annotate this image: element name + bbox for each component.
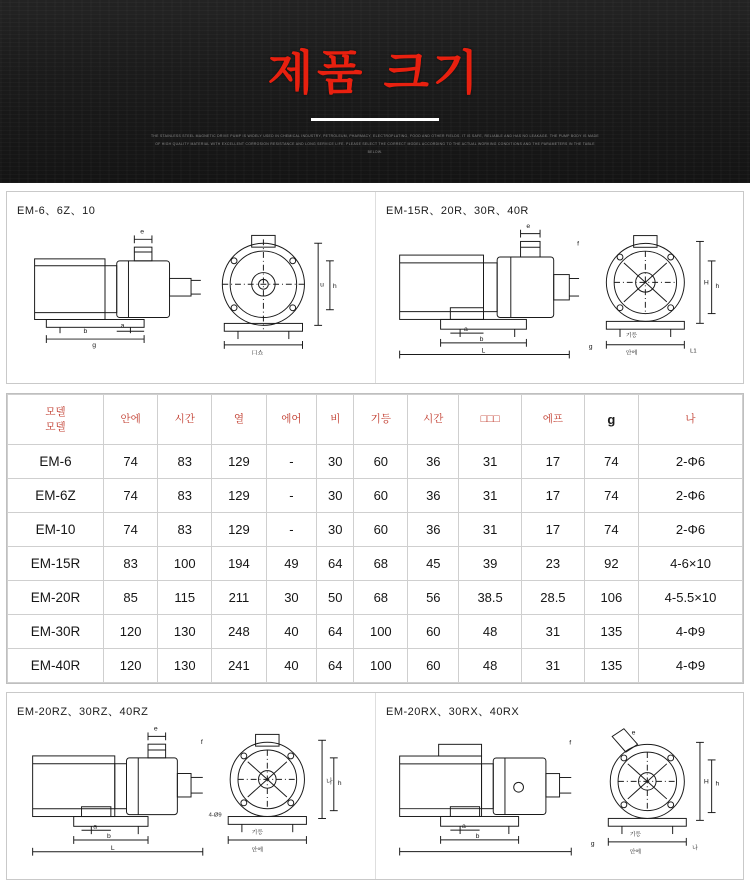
note-bottom: 안에 [629, 849, 642, 856]
cell-value: 241 [212, 649, 266, 683]
dim-letter-h: h [715, 780, 720, 788]
note-bottom: 안에 [251, 847, 263, 854]
cell-value: 30 [266, 581, 317, 615]
dim-letter-L1: L1 [690, 348, 697, 355]
drawing-em20rx [375, 693, 743, 879]
dim-letter-b: b [106, 833, 111, 841]
cell-value: 64 [317, 615, 354, 649]
header-col-8: □□□ [459, 395, 522, 445]
cell-model: EM-6Z [8, 479, 104, 513]
cell-value: 31 [522, 615, 585, 649]
header-col-4: 에어 [266, 395, 317, 445]
drawing-panel-top [6, 191, 744, 384]
header-col-7: 시간 [408, 395, 459, 445]
cell-value: 64 [317, 547, 354, 581]
table-row [8, 479, 743, 513]
header-col-6: 기등 [354, 395, 408, 445]
cell-value: 92 [584, 547, 638, 581]
table-row [8, 581, 743, 615]
table-row [8, 547, 743, 581]
dim-letter-h: h [337, 780, 342, 788]
cell-value: 48 [459, 615, 522, 649]
drawing-svg-em20rx [386, 721, 737, 871]
cell-value: 100 [354, 615, 408, 649]
dim-letter-a: a [462, 823, 466, 831]
cell-model: EM-6 [8, 445, 104, 479]
cell-value: 83 [158, 445, 212, 479]
drawing-label-em20rz: EM-20RZ、30RZ、40RZ [17, 706, 149, 718]
cell-value: 68 [354, 547, 408, 581]
spec-table-body [8, 445, 743, 683]
note-hole: 4-Ø9 [208, 812, 222, 819]
cell-value: - [266, 445, 317, 479]
drawing-svg-em20rz [17, 721, 369, 871]
cell-value: 135 [584, 649, 638, 683]
dim-letter-L: L [481, 347, 486, 355]
banner-fineprint: THE STAINLESS STEEL MAGNETIC DRIVE PUMP IS WIDELY USED IN CHEMICAL INDUSTRY, PETROLEUM, PHARMACY, ELECTROPLATING, FOOD AND OTHER FIELDS. IT IS SAFE, RELIABLE AND HAS NO LEAKAGE. THE PUMP BODY IS MADE OF HIGH QUALITY MATERIAL WITH EXCELLENT CORROSION RESISTANCE AND LONG SERVICE LIFE. PLEASE SELECT THE CORRECT MODEL ACCORDING TO THE ACTUAL WORKING CONDITIONS AND THE PARAMETERS IN THE TABLE BELOW. [151, 134, 599, 154]
drawing-label-em6: EM-6、6Z、10 [17, 205, 96, 217]
cell-value: 2-Φ6 [639, 445, 743, 479]
cell-value: 4-Φ9 [639, 615, 743, 649]
dim-letter-a: a [93, 823, 98, 831]
dim-letter-e: e [153, 725, 158, 733]
cell-value: 17 [522, 513, 585, 547]
note-top: 기등 [625, 332, 638, 339]
banner [0, 0, 750, 183]
cell-model: EM-30R [8, 615, 104, 649]
dim-letter-b: b [475, 832, 480, 840]
cell-value: 120 [104, 649, 158, 683]
cell-value: 83 [158, 479, 212, 513]
dim-letter-g: g [590, 840, 595, 848]
drawing-label-em15r: EM-15R、20R、30R、40R [386, 205, 529, 217]
cell-value: 36 [408, 479, 459, 513]
cell-value: 38.5 [459, 581, 522, 615]
cell-value: 74 [104, 445, 158, 479]
drawing-svg-em6 [17, 220, 369, 375]
cell-value: 248 [212, 615, 266, 649]
cell-value: 129 [212, 445, 266, 479]
dim-letter-f: f [200, 739, 203, 747]
cell-value: 60 [354, 479, 408, 513]
dim-letter-e: e [140, 228, 145, 236]
cell-value: 2-Φ6 [639, 479, 743, 513]
cell-value: 74 [584, 479, 638, 513]
drawing-label-em20rx: EM-20RX、30RX、40RX [386, 706, 520, 718]
dim-letter-u: u [320, 281, 324, 289]
cell-value: 40 [266, 615, 317, 649]
cell-value: 129 [212, 513, 266, 547]
cell-value: 106 [584, 581, 638, 615]
dim-letter-b: b [479, 335, 484, 343]
cell-value: 74 [584, 445, 638, 479]
cell-value: 64 [317, 649, 354, 683]
table-row [8, 615, 743, 649]
note-top: 기등 [251, 830, 263, 837]
spec-table [7, 394, 743, 683]
header-col-9: 에프 [522, 395, 585, 445]
cell-value: 17 [522, 445, 585, 479]
dim-letter-a: a [464, 326, 468, 334]
cell-value: 45 [408, 547, 459, 581]
cell-value: 50 [317, 581, 354, 615]
cell-value: - [266, 479, 317, 513]
dim-letter-h: h [332, 283, 337, 291]
header-col-10: g [584, 395, 638, 445]
cell-value: 36 [408, 445, 459, 479]
cell-value: 85 [104, 581, 158, 615]
drawing-em20rz [7, 693, 375, 879]
cell-value: 129 [212, 479, 266, 513]
banner-title: 제품 크기 [267, 46, 483, 99]
table-row [8, 649, 743, 683]
table-row [8, 513, 743, 547]
dim-letter-f: f [577, 240, 580, 248]
dim-letter-b: b [83, 328, 88, 336]
dim-letter-L1: 나 [692, 845, 698, 852]
banner-divider [311, 118, 439, 121]
dim-letter-H: H [703, 279, 709, 287]
cell-value: 83 [104, 547, 158, 581]
cell-model: EM-40R [8, 649, 104, 683]
dim-letter-h: h [715, 283, 720, 291]
cell-model: EM-15R [8, 547, 104, 581]
note-bottom: 안에 [625, 350, 638, 357]
cell-value: 2-Φ6 [639, 513, 743, 547]
header-col-3: 열 [212, 395, 266, 445]
cell-value: 31 [522, 649, 585, 683]
note-bottom: 口쇼 [251, 350, 264, 357]
cell-value: - [266, 513, 317, 547]
cell-value: 68 [354, 581, 408, 615]
cell-value: 31 [459, 479, 522, 513]
table-row [8, 445, 743, 479]
spec-table-wrapper [6, 393, 744, 684]
cell-value: 60 [354, 445, 408, 479]
cell-value: 74 [104, 513, 158, 547]
spec-table-head [8, 395, 743, 445]
cell-value: 60 [408, 615, 459, 649]
cell-value: 130 [158, 649, 212, 683]
cell-value: 39 [459, 547, 522, 581]
note-top: 기등 [629, 831, 642, 838]
cell-value: 28.5 [522, 581, 585, 615]
drawing-em6 [7, 192, 375, 383]
cell-value: 40 [266, 649, 317, 683]
dim-letter-g: g [92, 341, 97, 349]
cell-value: 83 [158, 513, 212, 547]
header-col-1: 안에 [104, 395, 158, 445]
cell-value: 17 [522, 479, 585, 513]
cell-value: 4-5.5×10 [639, 581, 743, 615]
cell-model: EM-10 [8, 513, 104, 547]
dim-letter-L1: 나 [325, 778, 333, 786]
cell-value: 4-6×10 [639, 547, 743, 581]
dim-letter-L: L [110, 844, 115, 852]
drawing-em15r [375, 192, 743, 383]
dim-letter-e: e [526, 222, 531, 230]
cell-value: 31 [459, 513, 522, 547]
cell-value: 100 [354, 649, 408, 683]
cell-value: 30 [317, 445, 354, 479]
cell-value: 135 [584, 615, 638, 649]
cell-value: 30 [317, 513, 354, 547]
cell-value: 60 [408, 649, 459, 683]
cell-value: 49 [266, 547, 317, 581]
cell-model: EM-20R [8, 581, 104, 615]
cell-value: 31 [459, 445, 522, 479]
cell-value: 48 [459, 649, 522, 683]
cell-value: 130 [158, 615, 212, 649]
cell-value: 74 [104, 479, 158, 513]
cell-value: 194 [212, 547, 266, 581]
cell-value: 56 [408, 581, 459, 615]
cell-value: 115 [158, 581, 212, 615]
drawing-svg-em15r [386, 220, 737, 375]
cell-value: 211 [212, 581, 266, 615]
header-model: 모델 모델 [8, 395, 104, 445]
cell-value: 60 [354, 513, 408, 547]
cell-value: 4-Φ9 [639, 649, 743, 683]
dim-letter-e: e [631, 729, 636, 737]
cell-value: 74 [584, 513, 638, 547]
dim-letter-g: g [588, 343, 593, 351]
header-col-11: 나 [639, 395, 743, 445]
cell-value: 120 [104, 615, 158, 649]
table-header-row [8, 395, 743, 445]
header-col-2: 시간 [158, 395, 212, 445]
header-col-5: 비 [317, 395, 354, 445]
dim-letter-H: H [703, 778, 709, 786]
cell-value: 36 [408, 513, 459, 547]
drawing-panel-bottom [6, 692, 744, 880]
dim-letter-f: f [569, 739, 572, 747]
cell-value: 30 [317, 479, 354, 513]
cell-value: 23 [522, 547, 585, 581]
cell-value: 100 [158, 547, 212, 581]
dim-letter-a: a [120, 322, 125, 330]
